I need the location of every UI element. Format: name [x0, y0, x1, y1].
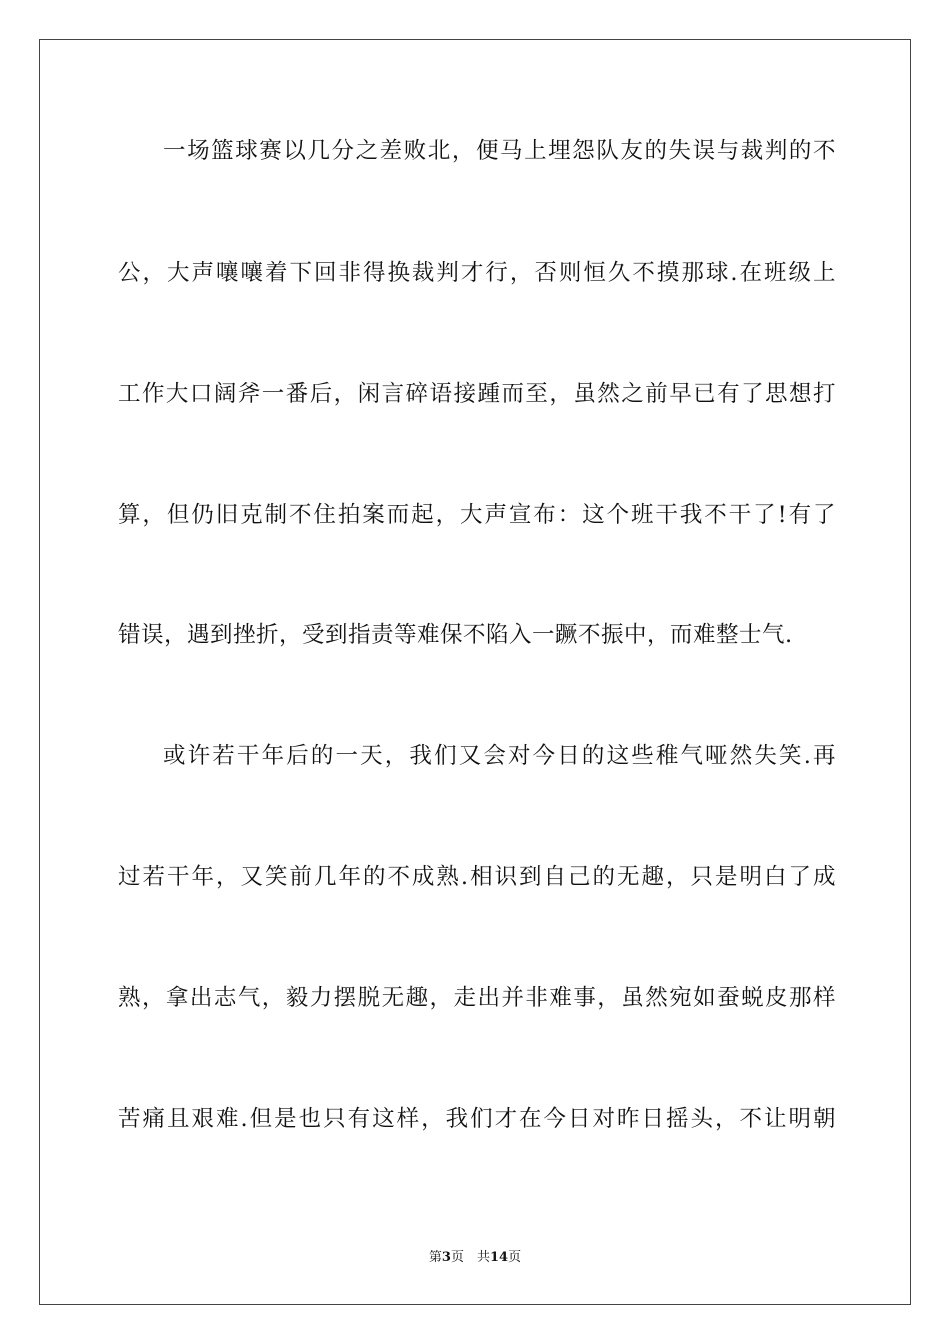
paragraph-1-line-4: 算，但仍旧克制不住拍案而起，大声宣布：这个班干我不干了!有了 [118, 502, 836, 528]
paragraph-1-line-1: 一场篮球赛以几分之差败北，便马上埋怨队友的失误与裁判的不 [163, 138, 836, 164]
paragraph-2-line-1: 或许若干年后的一天，我们又会对今日的这些稚气哑然失笑.再 [163, 743, 836, 769]
footer-page-current: 3 [441, 1250, 451, 1265]
footer-page-total: 14 [489, 1250, 509, 1265]
page-footer [0, 1250, 950, 1266]
paragraph-1-line-2: 公，大声嚷嚷着下回非得换裁判才行，否则恒久不摸那球.在班级上 [118, 260, 836, 286]
paragraph-2-line-2: 过若干年，又笑前几年的不成熟.相识到自己的无趣，只是明白了成 [118, 864, 836, 890]
footer-page-suffix: 页 [508, 1250, 522, 1265]
footer-page-prefix: 第 [428, 1250, 442, 1265]
footer-page-mid: 页 共 [450, 1250, 490, 1265]
paragraph-2-line-4: 苦痛且艰难.但是也只有这样，我们才在今日对昨日摇头，不让明朝 [118, 1106, 836, 1132]
paragraph-2-line-3: 熟，拿出志气，毅力摆脱无趣，走出并非难事，虽然宛如蚕蜕皮那样 [118, 985, 836, 1011]
paragraph-1-line-3: 工作大口阔斧一番后，闲言碎语接踵而至，虽然之前早已有了思想打 [118, 381, 836, 407]
paragraph-1-line-5: 错误，遇到挫折，受到指责等难保不陷入一蹶不振中，而难整士气. [118, 622, 793, 648]
